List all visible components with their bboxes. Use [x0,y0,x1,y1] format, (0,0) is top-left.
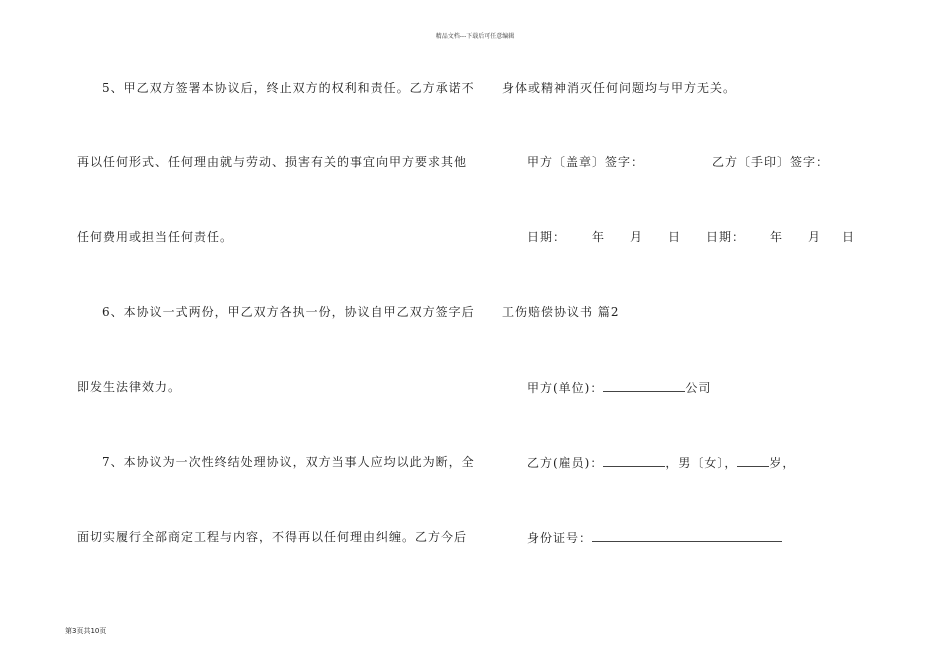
party-b-age: 岁， [769,456,796,470]
date-day-b: 日 [842,230,856,244]
party-a-suffix: 公司 [685,381,712,395]
sign-party-b: 乙方〔手印〕签字： [712,155,830,169]
id-blank [592,530,782,542]
left-line-3: 任何费用或担当任何责任。 [77,230,234,244]
party-a-blank [603,380,685,392]
date-month-a: 月 [630,230,644,244]
left-line-5: 即发生法律效力。 [77,380,182,394]
left-line-6: 7、本协议为一次性终结处理协议，双方当事人应均以此为断，全 [102,455,475,469]
left-line-2: 再以任何形式、任何理由就与劳动、损害有关的事宜向甲方要求其他 [77,155,468,169]
left-line-4: 6、本协议一式两份，甲乙双方各执一份，协议自甲乙双方签字后 [102,305,475,319]
party-b-gender: ，男〔女〕， [665,456,738,470]
id-line [527,530,782,545]
date-day-a: 日 [668,230,682,244]
sign-party-a: 甲方〔盖章〕签字： [527,155,645,169]
party-b-line [527,455,795,470]
party-b-label: 乙方(雇员)： [527,456,604,470]
party-a-label: 甲方(单位)： [527,381,604,395]
right-line-1: 身体或精神消灭任何问题均与甲方无关。 [502,81,737,95]
left-line-1: 5、甲乙双方签署本协议后，终止双方的权利和责任。乙方承诺不 [102,81,475,95]
page-header: 精品文档---下载后可任意编辑 [435,33,515,40]
party-b-age-blank [737,455,769,467]
section-title: 工伤赔偿协议书 篇2 [502,305,620,319]
page-footer: 第3页共10页 [65,627,107,635]
date-year-b: 年 [770,230,784,244]
date-month-b: 月 [808,230,822,244]
party-b-name-blank [603,455,665,467]
left-line-7: 面切实履行全部商定工程与内容，不得再以任何理由纠缠。乙方今后 [77,530,468,544]
date-year-a: 年 [592,230,606,244]
date-label-b: 日期： [706,230,746,244]
date-label-a: 日期： [527,230,567,244]
id-label: 身份证号： [527,531,593,545]
party-a-line [527,380,711,395]
